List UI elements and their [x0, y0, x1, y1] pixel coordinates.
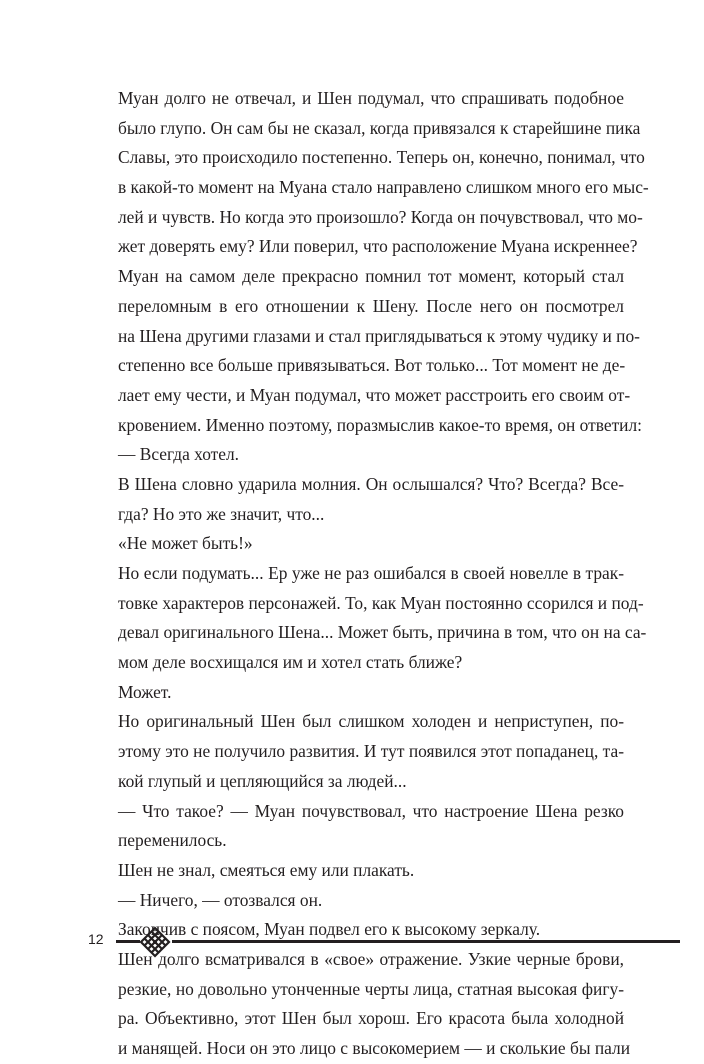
text-line: переломным в его отношении к Шену. После него он посмотрел — [118, 295, 624, 316]
text-line: лей и чувств. Но когда это произошло? Когда он почувствовал, что мо- — [118, 206, 643, 227]
page-footer — [0, 922, 704, 958]
text-line: жет доверять ему? Или поверил, что расположение Муана искреннее? — [118, 236, 638, 257]
text-line: Муан долго не отвечал, и Шен подумал, что спрашивать подобное — [118, 88, 624, 108]
text-line: этому это не получило развития. И тут появился этот попаданец, та- — [118, 741, 624, 762]
text-line: лает ему чести, и Муан подумал, что может расстроить его своим от- — [118, 384, 631, 405]
text-line: — Ничего, — отозвался он. — [118, 889, 323, 910]
text-line: ра. Объективно, этот Шен был хорош. Его красота была холодной — [118, 1008, 624, 1029]
text-line: Закончив с поясом, Муан подвел его к высокому зеркалу. — [118, 919, 541, 940]
text-line: — Что такое? — Муан почувствовал, что настроение Шена резко — [118, 800, 624, 821]
text-line: переменилось. — [118, 830, 227, 851]
text-line: Но оригинальный Шен был слишком холоден и неприступен, по- — [118, 711, 624, 732]
text-line: гда? Но это же значит, что... — [118, 503, 325, 524]
text-line: «Не может быть!» — [118, 533, 253, 554]
text-line: Но если подумать... Ер уже не раз ошибался в своей новелле в трак- — [118, 563, 624, 583]
text-line: на Шена другими глазами и стал приглядываться к этому чудику и по- — [118, 325, 640, 346]
text-line: резкие, но довольно утонченные черты лица, статная высокая фигу- — [118, 978, 624, 999]
text-line: девал оригинального Шена... Может быть, причина в том, что он на са- — [118, 622, 647, 643]
text-line: — Всегда хотел. — [118, 444, 240, 465]
text-line: Может. — [118, 681, 172, 702]
endless-knot-icon — [138, 925, 172, 959]
text-line: мом деле восхищался им и хотел стать ближе? — [118, 652, 463, 673]
text-line: кой глупый и цепляющийся за людей... — [118, 770, 407, 791]
text-line: степенно все больше привязываться. Вот только... Тот момент не де- — [118, 355, 626, 376]
footer-rule-right — [172, 940, 680, 943]
page-number: 12 — [88, 931, 104, 947]
text-line: кровением. Именно поэтому, поразмыслив какое-то время, он ответил: — [118, 414, 642, 435]
text-line: и манящей. Носи он это лицо с высокомерием — и сколькие бы пали — [118, 1038, 631, 1058]
text-line: товке характеров персонажей. То, как Муан постоянно ссорился и под- — [118, 592, 644, 613]
page-text — [118, 84, 649, 1064]
text-line: Шен не знал, смеяться ему или плакать. — [118, 859, 415, 880]
text-line: В Шена словно ударила молния. Он ослышался? Что? Всегда? Все- — [118, 473, 624, 494]
text-line: Шен долго всматривался в «свое» отражение. Узкие черные брови, — [118, 948, 624, 969]
footer-rule-left — [116, 940, 140, 943]
text-line: было глупо. Он сам бы не сказал, когда привязался к старейшине пика — [118, 117, 641, 138]
text-line: в какой-то момент на Муана стало направлено слишком много его мыс- — [118, 177, 649, 198]
text-line: Муан на самом деле прекрасно помнил тот момент, который стал — [118, 266, 624, 287]
text-line: Славы, это происходило постепенно. Теперь он, конечно, понимал, что — [118, 147, 645, 168]
